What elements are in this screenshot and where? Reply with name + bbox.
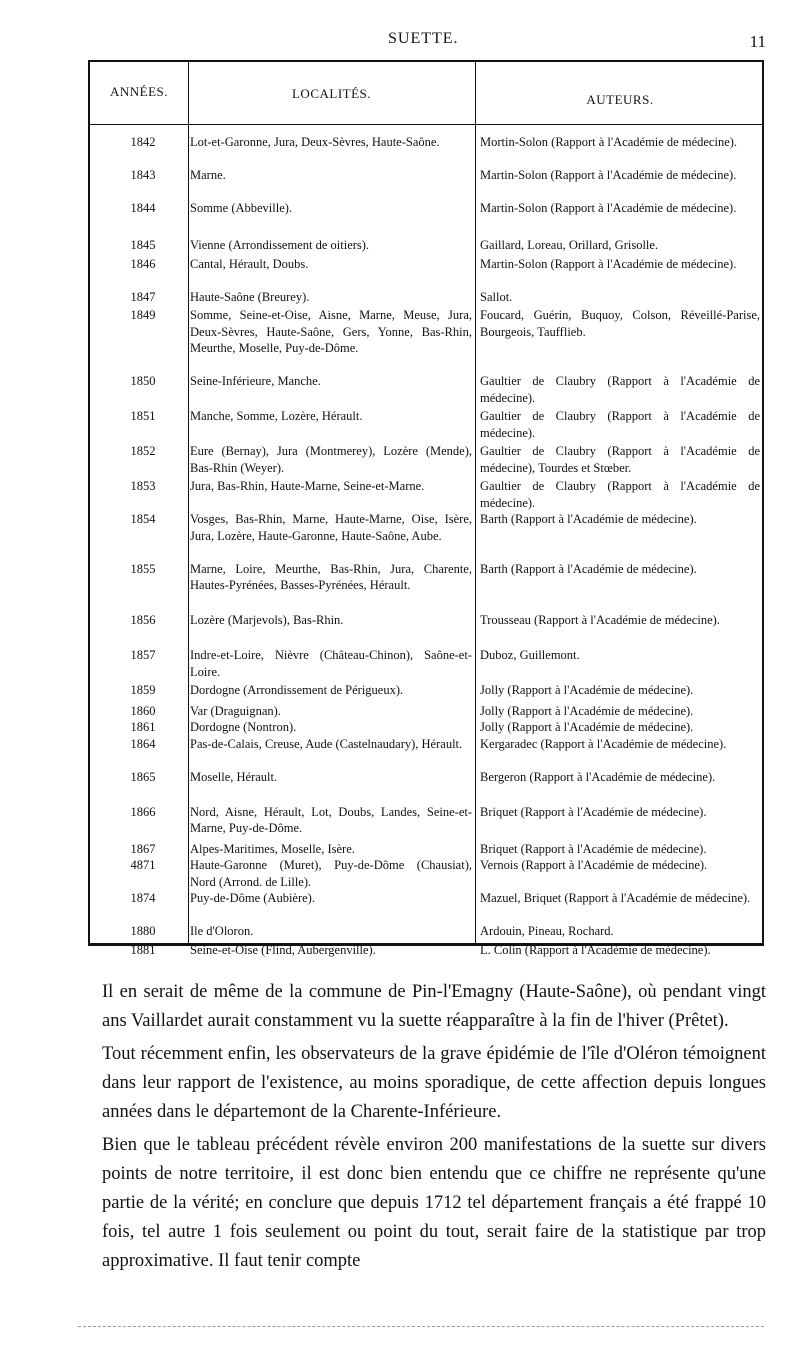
cell-localities: Lot-et-Garonne, Jura, Deux-Sèvres, Haute-Saône. (190, 135, 440, 149)
cell-year: 1866 (130, 804, 156, 819)
cell-authors: Gaillard, Loreau, Orillard, Grisolle. (480, 238, 659, 252)
cell-localities: Lozère (Marjevols), Bas-Rhin. (190, 613, 344, 627)
cell-localities: Var (Draguignan). (190, 703, 281, 718)
cell-authors: Ardouin, Pineau, Rochard. (480, 924, 614, 938)
cell-year: 1852 (130, 444, 156, 458)
cell-localities: Dordogne (Arrondissement de Périgueux). (190, 683, 404, 697)
cell-authors: Gaultier de Claubry (Rapport à l'Académie de médecine), Tourdes et Stœber. (480, 444, 760, 475)
table-row (90, 612, 764, 647)
table-row (90, 647, 764, 682)
table-row (90, 561, 764, 613)
table-row (90, 511, 764, 561)
body-text (102, 978, 766, 1280)
cell-year: 1845 (130, 238, 156, 252)
cell-localities: Cantal, Hérault, Doubs. (190, 256, 309, 271)
table-row (90, 478, 764, 511)
cell-localities: Moselle, Hérault. (190, 769, 278, 784)
cell-authors: Foucard, Guérin, Buquoy, Colson, Réveillé-Parise, Bourgeois, Taufflieb. (480, 308, 760, 339)
cell-year: 4871 (130, 858, 156, 872)
cell-authors: L. Colin (Rapport à l'Académie de médecine). (480, 942, 711, 957)
table-row (90, 373, 764, 408)
cell-localities: Eure (Bernay), Jura (Montmerey), Lozère (Mende), Bas-Rhin (Weyer). (190, 444, 472, 475)
table-row (90, 443, 764, 478)
cell-year: 1867 (130, 841, 156, 856)
cell-localities: Manche, Somme, Lozère, Hérault. (190, 409, 363, 423)
cell-localities: Somme (Abbeville). (190, 201, 293, 215)
cell-localities: Indre-et-Loire, Nièvre (Château-Chinon), Saône-et-Loire. (190, 648, 472, 679)
cell-year: 1881 (130, 942, 156, 957)
cell-authors: Briquet (Rapport à l'Académie de médecine). (480, 841, 707, 856)
cell-year: 1857 (130, 648, 156, 662)
table-row (90, 256, 764, 289)
cell-authors: Mortin-Solon (Rapport à l'Académie de médecine). (480, 135, 738, 149)
cell-year: 1861 (130, 720, 156, 734)
cell-localities: Vosges, Bas-Rhin, Marne, Haute-Marne, Oise, Isère, Jura, Lozère, Haute-Garonne, Haute-Saône, Aube. (190, 512, 472, 543)
cell-localities: Vienne (Arrondissement de oitiers). (190, 238, 370, 252)
cell-year: 1842 (130, 135, 156, 149)
cell-year: 1843 (130, 168, 156, 182)
cell-localities: Seine-Inférieure, Manche. (190, 374, 321, 388)
table-row (90, 804, 764, 841)
table-row (90, 857, 764, 890)
cell-year: 1864 (130, 736, 156, 751)
table-row (90, 408, 764, 443)
cell-authors: Martin-Solon (Rapport à l'Académie de médecine). (480, 201, 737, 215)
cell-localities: Seine-et-Oise (Flind, Aubergenville). (190, 942, 376, 957)
cell-year: 1849 (130, 308, 156, 322)
cell-authors: Bergeron (Rapport à l'Académie de médecine). (480, 769, 716, 784)
cell-year: 1851 (130, 409, 156, 423)
table-row (90, 890, 764, 923)
cell-year: 1856 (130, 613, 156, 627)
cell-localities: Somme, Seine-et-Oise, Aisne, Marne, Meuse, Jura, Deux-Sèvres, Haute-Saône, Gers, Yonne, Bas-Rhin, Meurthe, Moselle, Puy-de-Dôme. (190, 308, 472, 355)
cell-year: 1855 (130, 561, 156, 576)
cell-year: 1865 (130, 769, 156, 784)
table-row (90, 200, 764, 237)
cell-year: 1874 (130, 891, 156, 905)
table-row (90, 289, 764, 308)
header-divider (90, 124, 762, 125)
table-row (90, 237, 764, 256)
table-row (90, 736, 764, 769)
table-row (90, 167, 764, 200)
cell-localities: Haute-Garonne (Muret), Puy-de-Dôme (Chausiat), Nord (Arrond. de Lille). (190, 858, 472, 889)
cell-localities: Ile d'Oloron. (190, 924, 254, 938)
cell-authors: Trousseau (Rapport à l'Académie de médecine). (480, 613, 720, 627)
cell-authors: Jolly (Rapport à l'Académie de médecine). (480, 683, 694, 697)
cell-authors: Gaultier de Claubry (Rapport à l'Académie de médecine). (480, 409, 760, 440)
cell-authors: Gaultier de Claubry (Rapport à l'Académie de médecine). (480, 374, 760, 405)
column-header-localities: LOCALITÉS. (291, 86, 372, 101)
cell-authors: Vernois (Rapport à l'Académie de médecine). (480, 858, 708, 872)
page-number: 11 (749, 32, 766, 51)
cell-authors: Duboz, Guillemont. (480, 648, 580, 662)
cell-year: 1860 (130, 703, 156, 718)
cell-year: 1847 (130, 289, 156, 304)
table-row (90, 923, 764, 942)
cell-year: 1854 (130, 512, 156, 526)
table-body (90, 134, 764, 958)
epidemics-table (88, 60, 764, 957)
cell-localities: Marne. (190, 168, 226, 182)
cell-year: 1853 (130, 479, 156, 493)
cell-localities: Alpes-Maritimes, Moselle, Isère. (190, 841, 355, 856)
cell-year: 1880 (130, 924, 156, 938)
paragraph: Bien que le tableau précédent révèle environ 200 manifestations de la suette sur divers points de notre territoire, il est donc bien entendu que ce chiffre ne représente qu'une partie de la vérité; en conclure que depuis 1712 tel département français a été frappé 10 fois, tel autre 1 fois seulement ou point du tout, serait faire de la statistique par trop approximative. Il faut tenir compte (102, 1135, 766, 1271)
cell-authors: Sallot. (480, 289, 513, 304)
cell-authors: Kergaradec (Rapport à l'Académie de médecine). (480, 736, 727, 751)
cell-authors: Martin-Solon (Rapport à l'Académie de médecine). (480, 256, 737, 271)
cell-authors: Jolly (Rapport à l'Académie de médecine). (480, 720, 694, 734)
cell-year: 1846 (130, 256, 156, 271)
paragraph: Tout récemment enfin, les observateurs de la grave épidémie de l'île d'Oléron témoignent dans leur rapport de l'existence, au moins sporadique, de cette affection depuis longues années dans le départemont de la Charente-Inférieure. (102, 1044, 766, 1122)
table-row (90, 841, 764, 858)
running-title: SUETTE. (388, 30, 459, 47)
cell-authors: Briquet (Rapport à l'Académie de médecine). (480, 804, 707, 819)
cell-authors: Mazuel, Briquet (Rapport à l'Académie de médecine). (480, 891, 751, 905)
cell-localities: Pas-de-Calais, Creuse, Aude (Castelnaudary), Hérault. (190, 736, 463, 751)
cell-localities: Nord, Aisne, Hérault, Lot, Doubs, Landes, Seine-et-Marne, Puy-de-Dôme. (190, 804, 472, 835)
table-row (90, 134, 764, 167)
table-row (90, 682, 764, 703)
cell-localities: Jura, Bas-Rhin, Haute-Marne, Seine-et-Marne. (190, 479, 425, 493)
page-header (0, 30, 800, 54)
cell-authors: Gaultier de Claubry (Rapport à l'Académie de médecine). (480, 479, 760, 510)
cell-year: 1859 (130, 683, 156, 697)
cell-localities: Dordogne (Nontron). (190, 720, 297, 734)
table-row (90, 719, 764, 736)
cell-year: 1850 (130, 374, 156, 388)
cell-authors: Barth (Rapport à l'Académie de médecine). (480, 512, 697, 526)
table-row (90, 769, 764, 804)
cell-year: 1844 (130, 201, 156, 215)
cell-authors: Barth (Rapport à l'Académie de médecine). (480, 561, 697, 576)
column-header-year: ANNÉES. (109, 84, 169, 99)
cell-localities: Puy-de-Dôme (Aubière). (190, 891, 315, 905)
footer-rule (78, 1326, 764, 1327)
cell-authors: Martin-Solon (Rapport à l'Académie de médecine). (480, 168, 737, 182)
paragraph: Il en serait de même de la commune de Pin-l'Emagny (Haute-Saône), où pendant vingt ans Vaillardet aurait constamment vu la suette réapparaître à la fin de l'hiver (Prêtet). (102, 982, 766, 1031)
cell-localities: Haute-Saône (Breurey). (190, 289, 310, 304)
table-row (90, 942, 764, 959)
table-row (90, 703, 764, 720)
table-row (90, 307, 764, 373)
cell-localities: Marne, Loire, Meurthe, Bas-Rhin, Jura, Charente, Hautes-Pyrénées, Basses-Pyrénées, Hérault. (190, 561, 472, 592)
cell-authors: Jolly (Rapport à l'Académie de médecine). (480, 703, 694, 718)
column-header-authors: AUTEURS. (586, 92, 654, 107)
